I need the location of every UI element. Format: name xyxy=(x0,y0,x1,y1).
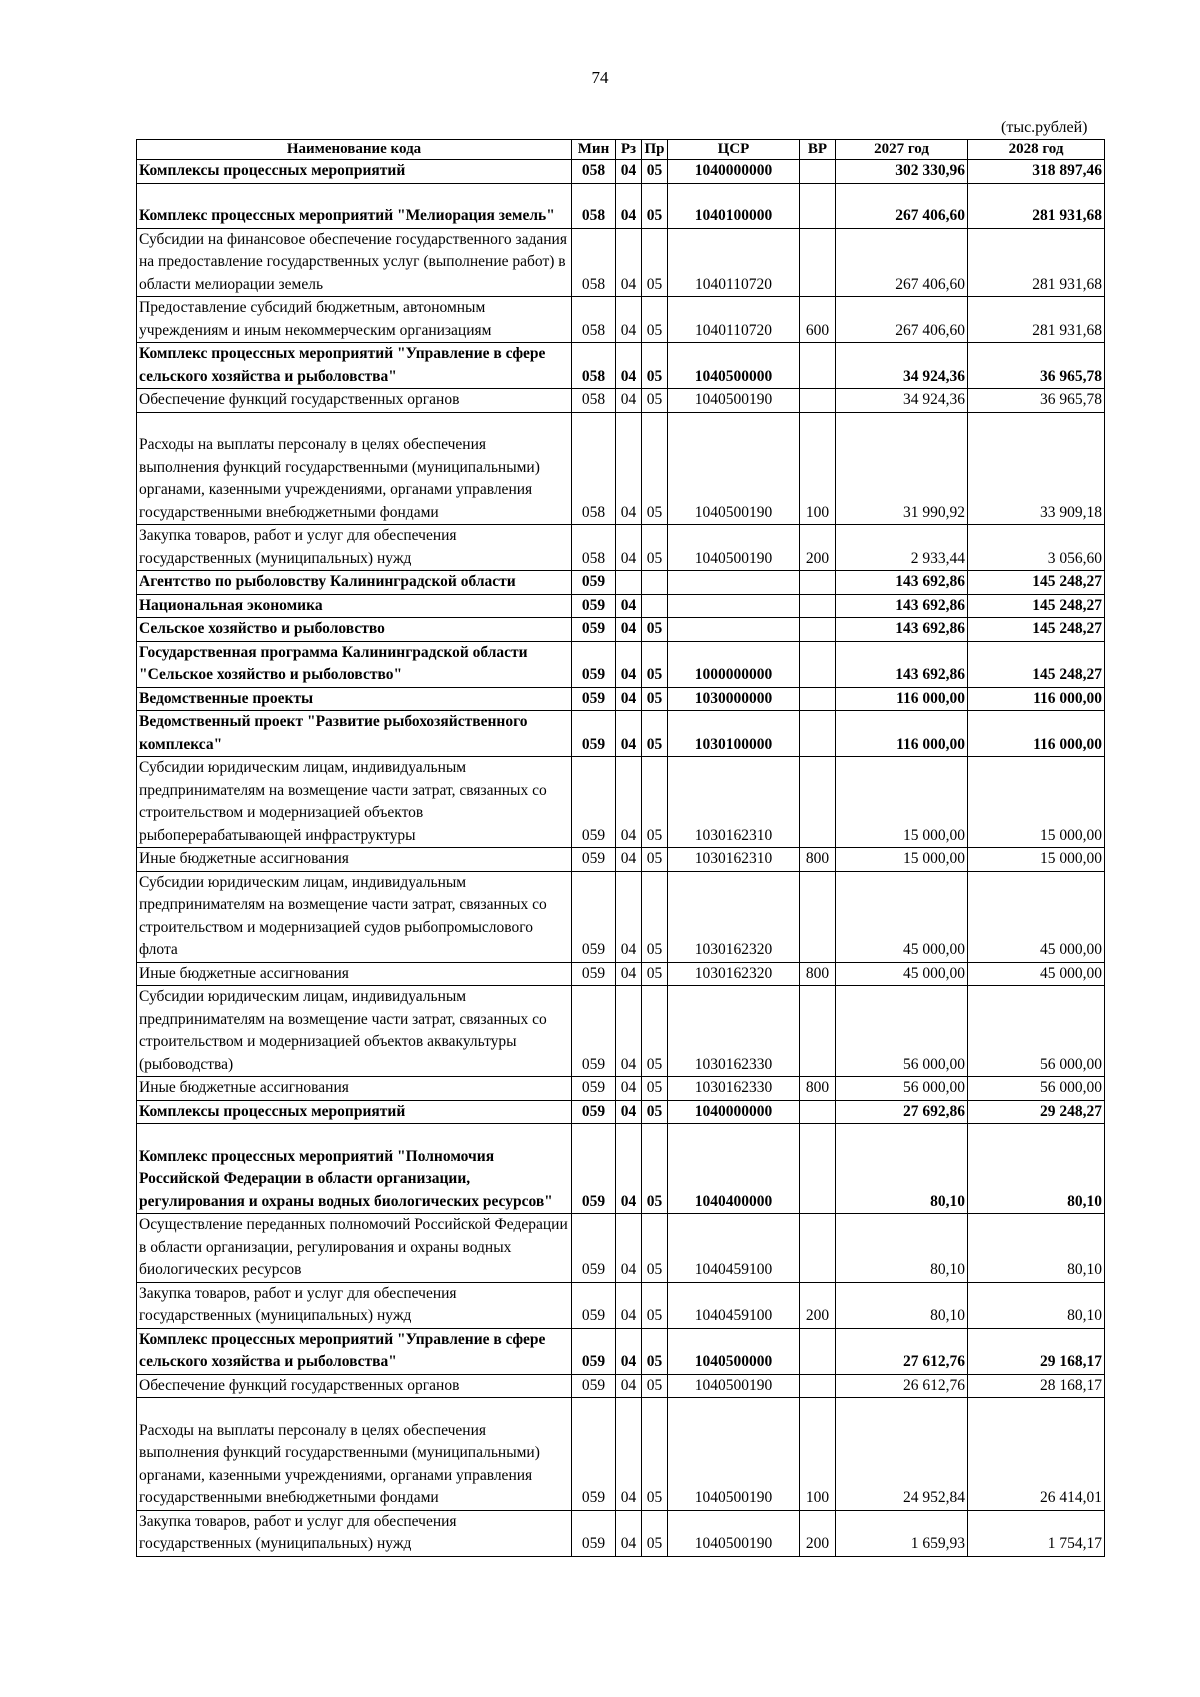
cell-csr: 1040000000 xyxy=(668,1100,800,1124)
cell-rz: 04 xyxy=(616,160,642,184)
cell-name: Субсидии на финансовое обеспечение государственного задания на предоставление государственных услуг (выполнение работ) в области мелиорации земель xyxy=(137,228,572,297)
cell-name: Предоставление субсидий бюджетным, автономным учреждениям и иным некоммерческим организациям xyxy=(137,297,572,343)
cell-vr: 100 xyxy=(800,412,836,525)
cell-vr: 600 xyxy=(800,297,836,343)
cell-pr: 05 xyxy=(642,871,668,962)
cell-name: Комплексы процессных мероприятий xyxy=(137,1100,572,1124)
cell-min: 058 xyxy=(572,412,616,525)
cell-pr: 05 xyxy=(642,412,668,525)
cell-vr xyxy=(800,571,836,595)
cell-2027: 143 692,86 xyxy=(836,618,968,642)
cell-name: Ведомственные проекты xyxy=(137,687,572,711)
table-row xyxy=(137,228,1105,297)
cell-name: Национальная экономика xyxy=(137,594,572,618)
cell-2027: 56 000,00 xyxy=(836,986,968,1077)
cell-pr: 05 xyxy=(642,525,668,571)
cell-pr: 05 xyxy=(642,641,668,687)
cell-min: 059 xyxy=(572,871,616,962)
cell-name: Субсидии юридическим лицам, индивидуальным предпринимателям на возмещение части затрат, связанных со строительством и модернизацией объектов рыбоперерабатывающей инфраструктуры xyxy=(137,757,572,848)
cell-name: Закупка товаров, работ и услуг для обеспечения государственных (муниципальных) нужд xyxy=(137,525,572,571)
table-row xyxy=(137,183,1105,228)
table-row xyxy=(137,871,1105,962)
cell-pr xyxy=(642,594,668,618)
cell-pr: 05 xyxy=(642,343,668,389)
cell-name: Ведомственный проект "Развитие рыбохозяйственного комплекса" xyxy=(137,711,572,757)
cell-vr xyxy=(800,757,836,848)
cell-2028: 15 000,00 xyxy=(968,757,1105,848)
table-row xyxy=(137,641,1105,687)
cell-2027: 116 000,00 xyxy=(836,687,968,711)
cell-csr: 1040500190 xyxy=(668,1398,800,1511)
cell-2027: 267 406,60 xyxy=(836,183,968,228)
cell-name: Комплекс процессных мероприятий "Управление в сфере сельского хозяйства и рыболовства" xyxy=(137,1328,572,1374)
cell-2027: 80,10 xyxy=(836,1214,968,1283)
cell-csr: 1040500000 xyxy=(668,343,800,389)
cell-2028: 318 897,46 xyxy=(968,160,1105,184)
cell-2028: 36 965,78 xyxy=(968,389,1105,413)
cell-2028: 116 000,00 xyxy=(968,711,1105,757)
cell-csr xyxy=(668,618,800,642)
cell-2028: 3 056,60 xyxy=(968,525,1105,571)
cell-min: 058 xyxy=(572,297,616,343)
table-row xyxy=(137,1328,1105,1374)
cell-pr: 05 xyxy=(642,1282,668,1328)
table-header-row xyxy=(137,140,1105,160)
header-pr: Пр xyxy=(642,140,668,160)
cell-rz: 04 xyxy=(616,1124,642,1214)
cell-csr: 1030000000 xyxy=(668,687,800,711)
cell-vr xyxy=(800,160,836,184)
header-2027: 2027 год xyxy=(836,140,968,160)
table-row xyxy=(137,389,1105,413)
cell-vr xyxy=(800,1124,836,1214)
table-row xyxy=(137,1214,1105,1283)
cell-2028: 56 000,00 xyxy=(968,1077,1105,1101)
cell-2028: 145 248,27 xyxy=(968,571,1105,595)
cell-min: 059 xyxy=(572,1398,616,1511)
cell-name: Комплексы процессных мероприятий xyxy=(137,160,572,184)
header-min: Мин xyxy=(572,140,616,160)
cell-pr: 05 xyxy=(642,757,668,848)
cell-name: Субсидии юридическим лицам, индивидуальным предпринимателям на возмещение части затрат, связанных со строительством и модернизацией судов рыбопромыслового флота xyxy=(137,871,572,962)
cell-rz: 04 xyxy=(616,962,642,986)
cell-name: Комплекс процессных мероприятий "Полномочия Российской Федерации в области организации, регулирования и охраны водных биологических ресурсов" xyxy=(137,1124,572,1214)
cell-csr: 1040110720 xyxy=(668,228,800,297)
cell-vr xyxy=(800,871,836,962)
cell-rz: 04 xyxy=(616,297,642,343)
cell-2028: 281 931,68 xyxy=(968,183,1105,228)
cell-name: Осуществление переданных полномочий Российской Федерации в области организации, регулирования и охраны водных биологических ресурсов xyxy=(137,1214,572,1283)
cell-name: Государственная программа Калининградской области "Сельское хозяйство и рыболовство" xyxy=(137,641,572,687)
cell-min: 058 xyxy=(572,160,616,184)
cell-csr: 1040500190 xyxy=(668,1510,800,1556)
cell-csr: 1040500190 xyxy=(668,389,800,413)
cell-csr: 1030100000 xyxy=(668,711,800,757)
cell-2028: 145 248,27 xyxy=(968,594,1105,618)
cell-rz: 04 xyxy=(616,525,642,571)
table-row xyxy=(137,848,1105,872)
table-row xyxy=(137,1510,1105,1556)
table-body xyxy=(137,160,1105,1557)
cell-2027: 1 659,93 xyxy=(836,1510,968,1556)
cell-pr xyxy=(642,571,668,595)
cell-min: 059 xyxy=(572,1214,616,1283)
cell-2028: 145 248,27 xyxy=(968,618,1105,642)
cell-2027: 116 000,00 xyxy=(836,711,968,757)
cell-rz: 04 xyxy=(616,986,642,1077)
cell-2027: 34 924,36 xyxy=(836,343,968,389)
cell-rz: 04 xyxy=(616,1398,642,1511)
table-row xyxy=(137,962,1105,986)
cell-min: 059 xyxy=(572,1328,616,1374)
table-row xyxy=(137,1374,1105,1398)
cell-vr xyxy=(800,641,836,687)
cell-pr: 05 xyxy=(642,711,668,757)
cell-name: Обеспечение функций государственных органов xyxy=(137,389,572,413)
table-row xyxy=(137,343,1105,389)
cell-csr: 1030162310 xyxy=(668,848,800,872)
cell-csr: 1040500190 xyxy=(668,525,800,571)
header-rz: Рз xyxy=(616,140,642,160)
header-2028: 2028 год xyxy=(968,140,1105,160)
cell-2028: 26 414,01 xyxy=(968,1398,1105,1511)
table-row xyxy=(137,1100,1105,1124)
cell-min: 058 xyxy=(572,183,616,228)
cell-name: Иные бюджетные ассигнования xyxy=(137,1077,572,1101)
cell-csr: 1030162310 xyxy=(668,757,800,848)
cell-csr: 1040500000 xyxy=(668,1328,800,1374)
cell-min: 059 xyxy=(572,1077,616,1101)
cell-2027: 302 330,96 xyxy=(836,160,968,184)
cell-rz: 04 xyxy=(616,1077,642,1101)
cell-2027: 45 000,00 xyxy=(836,962,968,986)
table-row xyxy=(137,757,1105,848)
cell-2028: 33 909,18 xyxy=(968,412,1105,525)
page-number: 74 xyxy=(591,68,609,87)
cell-csr xyxy=(668,571,800,595)
cell-2027: 267 406,60 xyxy=(836,297,968,343)
cell-vr xyxy=(800,1100,836,1124)
budget-table xyxy=(136,139,1105,1557)
cell-pr: 05 xyxy=(642,687,668,711)
cell-csr: 1030162320 xyxy=(668,962,800,986)
table-row xyxy=(137,571,1105,595)
cell-min: 059 xyxy=(572,571,616,595)
table-row xyxy=(137,412,1105,525)
cell-csr: 1040459100 xyxy=(668,1214,800,1283)
cell-rz: 04 xyxy=(616,757,642,848)
cell-rz: 04 xyxy=(616,412,642,525)
cell-vr: 200 xyxy=(800,1282,836,1328)
cell-2028: 56 000,00 xyxy=(968,986,1105,1077)
cell-2028: 29 248,27 xyxy=(968,1100,1105,1124)
cell-pr: 05 xyxy=(642,986,668,1077)
cell-csr: 1040000000 xyxy=(668,160,800,184)
cell-rz: 04 xyxy=(616,687,642,711)
cell-csr: 1040400000 xyxy=(668,1124,800,1214)
cell-vr xyxy=(800,687,836,711)
cell-vr xyxy=(800,986,836,1077)
cell-rz xyxy=(616,571,642,595)
cell-vr xyxy=(800,1214,836,1283)
cell-2028: 281 931,68 xyxy=(968,228,1105,297)
cell-rz: 04 xyxy=(616,711,642,757)
cell-rz: 04 xyxy=(616,228,642,297)
cell-min: 059 xyxy=(572,1510,616,1556)
table-row xyxy=(137,160,1105,184)
cell-name: Сельское хозяйство и рыболовство xyxy=(137,618,572,642)
cell-min: 059 xyxy=(572,687,616,711)
cell-min: 059 xyxy=(572,711,616,757)
cell-pr: 05 xyxy=(642,1398,668,1511)
cell-2027: 2 933,44 xyxy=(836,525,968,571)
cell-min: 059 xyxy=(572,1124,616,1214)
cell-pr: 05 xyxy=(642,848,668,872)
cell-rz: 04 xyxy=(616,594,642,618)
cell-pr: 05 xyxy=(642,297,668,343)
cell-rz: 04 xyxy=(616,848,642,872)
cell-name: Расходы на выплаты персоналу в целях обеспечения выполнения функций государственными (муниципальными) органами, казенными учреждениями, органами управления государственными внебюджетными фондами xyxy=(137,1398,572,1511)
cell-csr: 1030162330 xyxy=(668,1077,800,1101)
cell-vr: 800 xyxy=(800,1077,836,1101)
cell-name: Расходы на выплаты персоналу в целях обеспечения выполнения функций государственными (муниципальными) органами, казенными учреждениями, органами управления государственными внебюджетными фондами xyxy=(137,412,572,525)
cell-name: Закупка товаров, работ и услуг для обеспечения государственных (муниципальных) нужд xyxy=(137,1510,572,1556)
cell-min: 059 xyxy=(572,848,616,872)
cell-2027: 15 000,00 xyxy=(836,757,968,848)
cell-2028: 80,10 xyxy=(968,1282,1105,1328)
cell-rz: 04 xyxy=(616,618,642,642)
table-row xyxy=(137,1124,1105,1214)
cell-name: Иные бюджетные ассигнования xyxy=(137,962,572,986)
cell-2027: 26 612,76 xyxy=(836,1374,968,1398)
cell-vr xyxy=(800,618,836,642)
cell-vr: 800 xyxy=(800,848,836,872)
cell-rz: 04 xyxy=(616,389,642,413)
cell-csr: 1040110720 xyxy=(668,297,800,343)
cell-min: 059 xyxy=(572,594,616,618)
cell-vr xyxy=(800,389,836,413)
cell-min: 058 xyxy=(572,525,616,571)
cell-rz: 04 xyxy=(616,183,642,228)
header-name: Наименование кода xyxy=(137,140,572,160)
cell-pr: 05 xyxy=(642,160,668,184)
cell-csr: 1040500190 xyxy=(668,1374,800,1398)
cell-rz: 04 xyxy=(616,871,642,962)
cell-name: Субсидии юридическим лицам, индивидуальным предпринимателям на возмещение части затрат, связанных со строительством и модернизацией объектов аквакультуры (рыбоводства) xyxy=(137,986,572,1077)
cell-2027: 31 990,92 xyxy=(836,412,968,525)
cell-min: 059 xyxy=(572,1282,616,1328)
table-row xyxy=(137,525,1105,571)
cell-min: 059 xyxy=(572,618,616,642)
cell-vr: 100 xyxy=(800,1398,836,1511)
cell-2028: 29 168,17 xyxy=(968,1328,1105,1374)
cell-2028: 80,10 xyxy=(968,1124,1105,1214)
cell-name: Комплекс процессных мероприятий "Управление в сфере сельского хозяйства и рыболовства" xyxy=(137,343,572,389)
cell-2027: 143 692,86 xyxy=(836,594,968,618)
table-row xyxy=(137,297,1105,343)
table-row xyxy=(137,986,1105,1077)
cell-rz: 04 xyxy=(616,1282,642,1328)
table-row xyxy=(137,711,1105,757)
table-row xyxy=(137,618,1105,642)
cell-min: 059 xyxy=(572,641,616,687)
cell-min: 058 xyxy=(572,389,616,413)
cell-2028: 36 965,78 xyxy=(968,343,1105,389)
cell-min: 059 xyxy=(572,757,616,848)
cell-2028: 281 931,68 xyxy=(968,297,1105,343)
table-row xyxy=(137,1282,1105,1328)
cell-2027: 27 612,76 xyxy=(836,1328,968,1374)
cell-csr: 1040459100 xyxy=(668,1282,800,1328)
cell-vr: 200 xyxy=(800,525,836,571)
cell-min: 058 xyxy=(572,343,616,389)
cell-2027: 80,10 xyxy=(836,1124,968,1214)
cell-vr xyxy=(800,594,836,618)
cell-rz: 04 xyxy=(616,1100,642,1124)
cell-2027: 24 952,84 xyxy=(836,1398,968,1511)
cell-vr xyxy=(800,711,836,757)
cell-pr: 05 xyxy=(642,1328,668,1374)
cell-rz: 04 xyxy=(616,1374,642,1398)
cell-rz: 04 xyxy=(616,641,642,687)
cell-min: 059 xyxy=(572,1100,616,1124)
cell-2028: 45 000,00 xyxy=(968,871,1105,962)
cell-pr: 05 xyxy=(642,962,668,986)
cell-csr: 1030162330 xyxy=(668,986,800,1077)
cell-pr: 05 xyxy=(642,1510,668,1556)
cell-name: Комплекс процессных мероприятий "Мелиорация земель" xyxy=(137,183,572,228)
cell-2027: 15 000,00 xyxy=(836,848,968,872)
cell-rz: 04 xyxy=(616,343,642,389)
cell-2028: 116 000,00 xyxy=(968,687,1105,711)
cell-pr: 05 xyxy=(642,1100,668,1124)
table-row xyxy=(137,687,1105,711)
cell-2028: 80,10 xyxy=(968,1214,1105,1283)
cell-csr: 1040500190 xyxy=(668,412,800,525)
cell-pr: 05 xyxy=(642,389,668,413)
cell-2027: 56 000,00 xyxy=(836,1077,968,1101)
cell-vr xyxy=(800,183,836,228)
cell-csr: 1040100000 xyxy=(668,183,800,228)
table-row xyxy=(137,1398,1105,1511)
header-vr: ВР xyxy=(800,140,836,160)
cell-vr: 200 xyxy=(800,1510,836,1556)
cell-min: 059 xyxy=(572,986,616,1077)
cell-2027: 80,10 xyxy=(836,1282,968,1328)
cell-name: Закупка товаров, работ и услуг для обеспечения государственных (муниципальных) нужд xyxy=(137,1282,572,1328)
cell-name: Агентство по рыболовству Калининградской области xyxy=(137,571,572,595)
cell-csr: 1000000000 xyxy=(668,641,800,687)
table-row xyxy=(137,1077,1105,1101)
cell-2027: 34 924,36 xyxy=(836,389,968,413)
cell-2028: 1 754,17 xyxy=(968,1510,1105,1556)
cell-2027: 267 406,60 xyxy=(836,228,968,297)
cell-vr: 800 xyxy=(800,962,836,986)
cell-csr: 1030162320 xyxy=(668,871,800,962)
cell-vr xyxy=(800,1374,836,1398)
cell-pr: 05 xyxy=(642,183,668,228)
cell-pr: 05 xyxy=(642,1214,668,1283)
cell-vr xyxy=(800,1328,836,1374)
cell-rz: 04 xyxy=(616,1510,642,1556)
cell-rz: 04 xyxy=(616,1328,642,1374)
cell-2027: 45 000,00 xyxy=(836,871,968,962)
cell-vr xyxy=(800,228,836,297)
cell-2028: 28 168,17 xyxy=(968,1374,1105,1398)
cell-min: 059 xyxy=(572,962,616,986)
cell-name: Обеспечение функций государственных органов xyxy=(137,1374,572,1398)
cell-csr xyxy=(668,594,800,618)
header-csr: ЦСР xyxy=(668,140,800,160)
cell-2028: 15 000,00 xyxy=(968,848,1105,872)
units-label: (тыс.рублей) xyxy=(1001,119,1088,136)
cell-pr: 05 xyxy=(642,228,668,297)
table-row xyxy=(137,594,1105,618)
cell-2027: 143 692,86 xyxy=(836,641,968,687)
cell-2027: 27 692,86 xyxy=(836,1100,968,1124)
cell-pr: 05 xyxy=(642,1077,668,1101)
cell-pr: 05 xyxy=(642,1124,668,1214)
cell-vr xyxy=(800,343,836,389)
cell-pr: 05 xyxy=(642,618,668,642)
cell-min: 058 xyxy=(572,228,616,297)
cell-name: Иные бюджетные ассигнования xyxy=(137,848,572,872)
cell-rz: 04 xyxy=(616,1214,642,1283)
cell-2028: 45 000,00 xyxy=(968,962,1105,986)
cell-2028: 145 248,27 xyxy=(968,641,1105,687)
cell-pr: 05 xyxy=(642,1374,668,1398)
cell-min: 059 xyxy=(572,1374,616,1398)
cell-2027: 143 692,86 xyxy=(836,571,968,595)
